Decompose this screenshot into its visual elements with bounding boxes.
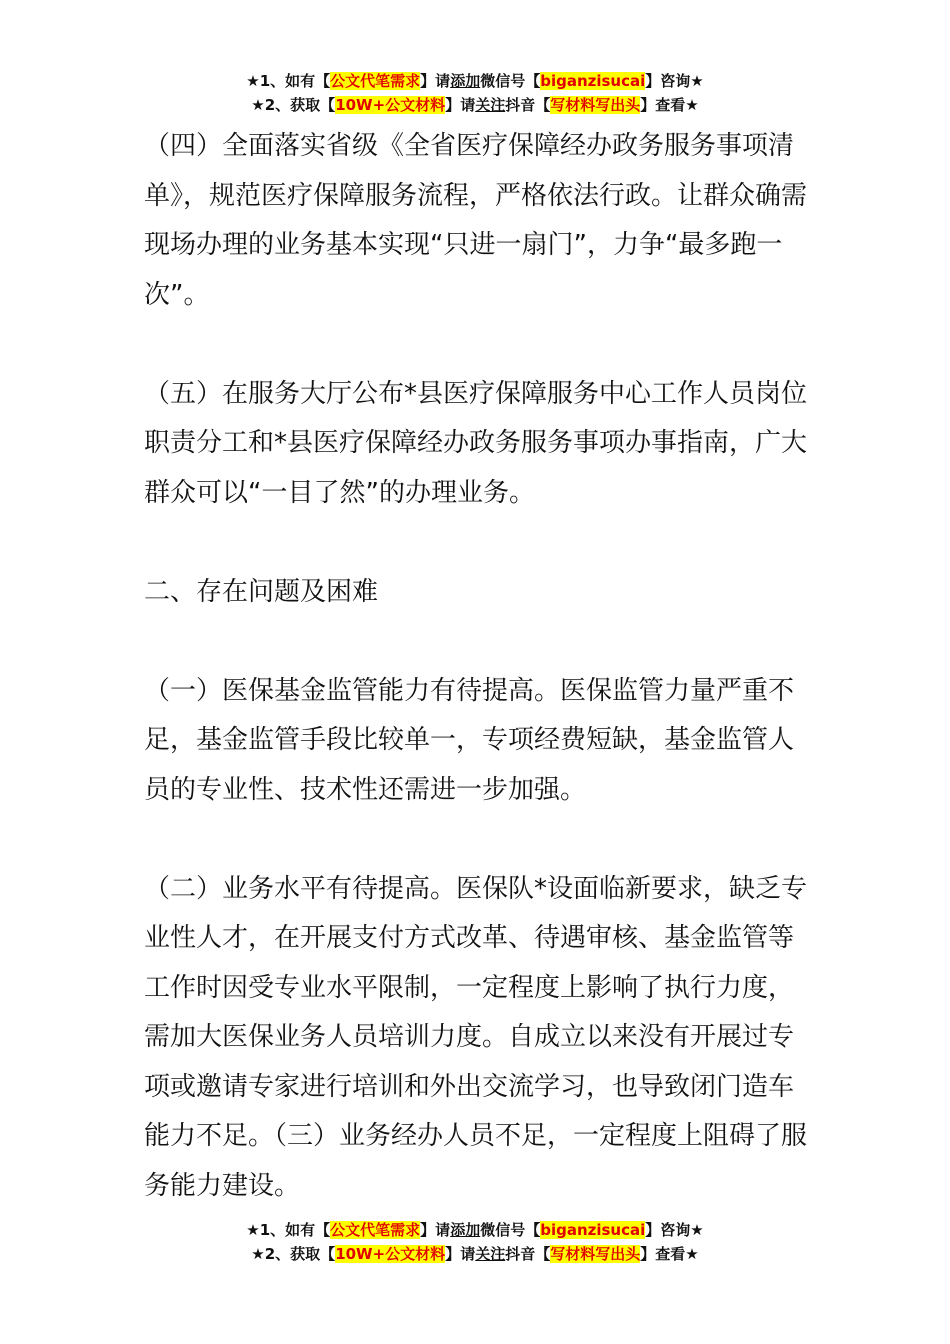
banner-text: 】查看★ — [640, 1245, 699, 1263]
paragraph-problem-2: （二）业务水平有待提高。医保队*设面临新要求，缺乏专业性人才，在开展支付方式改革、待遇审核、基金监管等工作时因受专业水平限制，一定程度上影响了执行力度，需加大医保业务人员培训力度。自成立以来没有开展过专项或邀请专家进行培训和外出交流学习，也导致闭门造车能力不足。（三）业务经办人员不足，一定程度上阻碍了服务能力建设。 — [144, 873, 808, 1201]
banner-text: 】请 — [420, 1221, 451, 1239]
banner-highlight: 公文代笔需求 — [330, 1221, 421, 1239]
banner-douyin-account: 写材料写出头 — [550, 1245, 641, 1263]
banner-text: 抖音【 — [505, 96, 551, 114]
banner-emphasis: 添加 — [450, 72, 481, 90]
banner-emphasis: 关注 — [475, 96, 506, 114]
header-banner-line-2 — [0, 93, 950, 117]
banner-text: 抖音【 — [505, 1245, 551, 1263]
banner-highlight: 10W+公文材料 — [335, 96, 446, 114]
banner-highlight: 公文代笔需求 — [330, 72, 421, 90]
footer-banner-line-1 — [0, 1218, 950, 1242]
banner-wechat-id: biganzisucai — [540, 72, 646, 90]
banner-douyin-account: 写材料写出头 — [550, 96, 641, 114]
paragraph-item-5: （五）在服务大厅公布*县医疗保障服务中心工作人员岗位职责分工和*县医疗保障经办政务服务事项办事指南，广大群众可以“一目了然”的办理业务。 — [144, 378, 808, 508]
banner-text: 】查看★ — [640, 96, 699, 114]
footer-banner-line-2 — [0, 1242, 950, 1266]
banner-text: 】请 — [445, 96, 476, 114]
header-banner-line-1 — [0, 69, 950, 93]
banner-wechat-id: biganzisucai — [540, 1221, 646, 1239]
banner-text: ★2、获取【 — [251, 96, 336, 114]
paragraph-item-4: （四）全面落实省级《全省医疗保障经办政务服务事项清单》，规范医疗保障服务流程，严格依法行政。让群众确需现场办理的业务基本实现“只进一扇门”，力争“最多跑一次”。 — [144, 131, 808, 310]
banner-text: 】请 — [420, 72, 451, 90]
banner-text: 】咨询★ — [645, 1221, 704, 1239]
banner-text: ★1、如有【 — [246, 72, 331, 90]
banner-emphasis: 添加 — [450, 1221, 481, 1239]
banner-text: 微信号【 — [480, 72, 541, 90]
banner-text: 】请 — [445, 1245, 476, 1263]
document-body — [144, 122, 808, 1211]
banner-highlight: 10W+公文材料 — [335, 1245, 446, 1263]
section-heading: 二、存在问题及困难 — [144, 576, 379, 607]
paragraph-problem-1: （一）医保基金监管能力有待提高。医保监管力量严重不足，基金监管手段比较单一，专项经费短缺，基金监管人员的专业性、技术性还需进一步加强。 — [144, 675, 795, 805]
banner-text: ★2、获取【 — [251, 1245, 336, 1263]
banner-emphasis: 关注 — [475, 1245, 506, 1263]
banner-text: ★1、如有【 — [246, 1221, 331, 1239]
banner-text: 微信号【 — [480, 1221, 541, 1239]
banner-text: 】咨询★ — [645, 72, 704, 90]
